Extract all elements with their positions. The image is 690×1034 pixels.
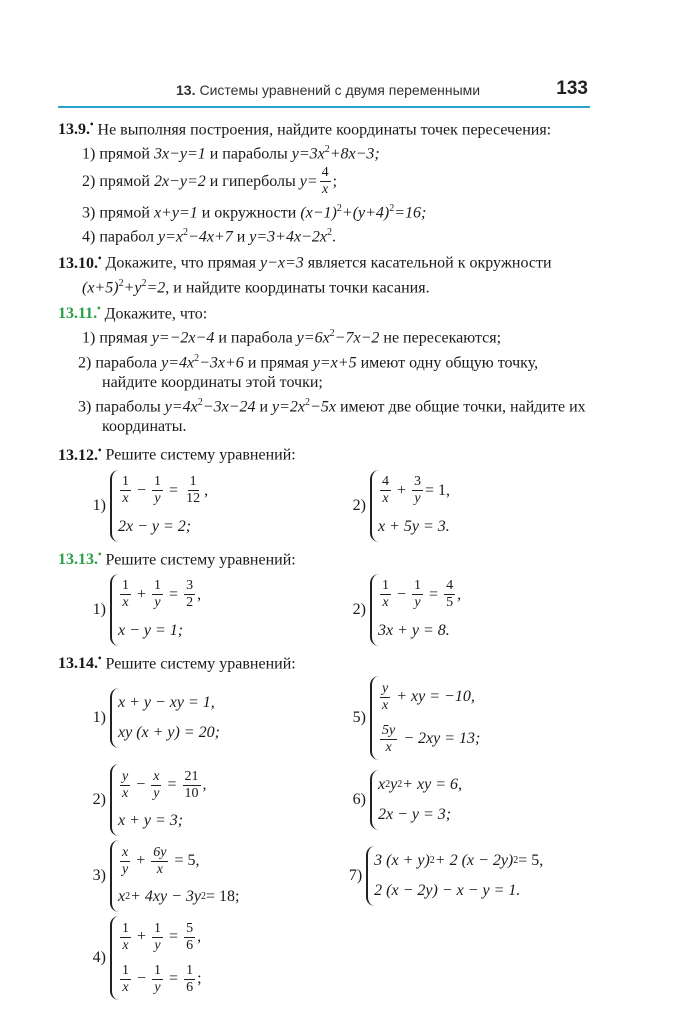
problem-number: 13.14.•: [58, 653, 102, 673]
problem-13-13: 13.13.• Решите систему уравнений:: [58, 549, 296, 568]
system-6: 6) x 2 y 2 + xy = 6, 2x − y = 3;: [318, 764, 578, 836]
problem-number: 13.12.•: [58, 445, 102, 464]
systems-row: [58, 840, 590, 912]
system-4: 4) $\frac{1}{x}$ + $\frac{1}{y}$ = $\frac{5}{6}$ , $\frac{1}{x}$ − $\frac{1}{y}$ = $\frac{1}{6}$ ;: [58, 916, 318, 1000]
system-1: 1) x + y − xy = 1, xy (x + y) = 20;: [58, 676, 318, 760]
systems-row: [58, 676, 590, 760]
system-1: 1) $\frac{1}{x}$ + $\frac{1}{y}$ = $\frac{3}{2}$ , x − y = 1;: [58, 574, 318, 646]
problem-item: 1) прямая y=−2x−4 и парабола $y=6x^2-7x-2$ не пересекаются;: [82, 328, 502, 347]
problem-13-12: 13.12.• Решите систему уравнений:: [58, 445, 296, 464]
system-5: 5) $\frac{y}{x}$ + xy = −10, $\frac{5y}{x}$ − 2xy = 13;: [318, 676, 578, 760]
systems-row: [58, 764, 590, 836]
page-content: [58, 116, 590, 1000]
equation-system: x + y − xy = 1, xy (x + y) = 20;: [110, 688, 220, 748]
problem-item: 4) парабол $y=x^2-4x+7$ и $y=3+4x-2x^2$.: [82, 226, 336, 246]
equation-system: $\frac{y}{x}$ + xy = −10, $\frac{5y}{x}$ − 2xy = 13;: [370, 676, 480, 760]
equation-system: $\frac{1}{x}$ − $\frac{1}{y}$ = $\frac{4}{5}$ , 3x + y = 8.: [370, 574, 461, 646]
problem-number: 13.13.•: [58, 549, 102, 568]
system-2: 2) $\frac{y}{x}$ − $\frac{x}{y}$ = $\frac{21}{10}$ , x + y = 3;: [58, 764, 318, 836]
chapter-title: 13. Системы уравнений с двумя переменными: [176, 82, 481, 98]
equation-system: 3 (x + y) 2 + 2 (x − 2y) 2 = 5, 2 (x − 2y) − x − y = 1.: [366, 846, 543, 906]
problem-item: 3) прямой x+y=1 и окружности $(x-1)^2+(y+4)^2=16$;: [82, 202, 427, 221]
problem-13-9: 13.9.• Не выполняя построения, найдите координаты точек пересечения:: [58, 120, 552, 139]
system-2: 2) $\frac{4}{x}$ + $\frac{3}{y}$ = 1, x + 5y = 3.: [318, 470, 578, 542]
problem-13-14: 13.14.• Решите систему уравнений:: [58, 653, 296, 673]
system-2: 2) $\frac{1}{x}$ − $\frac{1}{y}$ = $\frac{4}{5}$ , 3x + y = 8.: [318, 574, 578, 646]
equation-system: $\frac{1}{x}$ + $\frac{1}{y}$ = $\frac{5}{6}$ , $\frac{1}{x}$ − $\frac{1}{y}$ = $\frac{1}{6}$ ;: [110, 916, 202, 1000]
problem-number: 13.9.•: [58, 120, 94, 139]
system-1: 1) $\frac{1}{x}$ − $\frac{1}{y}$ = $\frac{1}{12}$ , 2x − y = 2;: [58, 470, 318, 542]
equation-system: $\frac{1}{x}$ + $\frac{1}{y}$ = $\frac{3}{2}$ , x − y = 1;: [110, 574, 201, 646]
systems-row: [58, 574, 590, 646]
problem-item: 1) прямой 3x−y=1 и параболы $y=3x^2+8x-3$;: [82, 144, 380, 163]
page-number: 133: [556, 78, 588, 99]
system-3: 3) $\frac{x}{y}$ + $\frac{6y}{x}$ = 5, x 2 + 4xy − 3y 2 = 18;: [58, 840, 314, 912]
equation-system: $\frac{4}{x}$ + $\frac{3}{y}$ = 1, x + 5y = 3.: [370, 470, 450, 542]
equation-system: $\frac{y}{x}$ − $\frac{x}{y}$ = $\frac{21}{10}$ , x + y = 3;: [110, 764, 207, 836]
problem-13-11: 13.11.• Докажите, что:: [58, 303, 208, 323]
system-7: 7) 3 (x + y) 2 + 2 (x − 2y) 2 = 5, 2 (x − 2y) − x − y = 1.: [314, 840, 590, 912]
page-header: [58, 78, 590, 108]
equation-system: x 2 y 2 + xy = 6, 2x − y = 3;: [370, 770, 462, 830]
problem-13-10: 13.10.• Докажите, что прямая y−x=3 является касательной к окружности $(x+5)^2+y^2=2$, и найдите координаты точки касания.: [58, 253, 552, 296]
systems-row: [58, 916, 590, 1000]
problem-number: 13.10.•: [58, 253, 102, 272]
systems-row: [58, 470, 590, 542]
problem-item: 2) прямой 2x−y=2 и гиперболы y= $\frac{4}{x}$ ;: [82, 165, 338, 198]
problem-item: 2) парабола $y=4x^2-3x+6$ и прямая y=x+5 имеют одну общую точку, найдите координаты этой точки;: [78, 352, 539, 391]
problem-number: 13.11.•: [58, 303, 101, 323]
problem-item: 3) параболы $y=4x^2-3x-24$ и $y=2x^2-5x$ имеют две общие точки, найдите их координаты.: [78, 396, 586, 436]
equation-system: $\frac{1}{x}$ − $\frac{1}{y}$ = $\frac{1}{12}$ , 2x − y = 2;: [110, 470, 208, 542]
equation-system: $\frac{x}{y}$ + $\frac{6y}{x}$ = 5, x 2 + 4xy − 3y 2 = 18;: [110, 840, 239, 912]
